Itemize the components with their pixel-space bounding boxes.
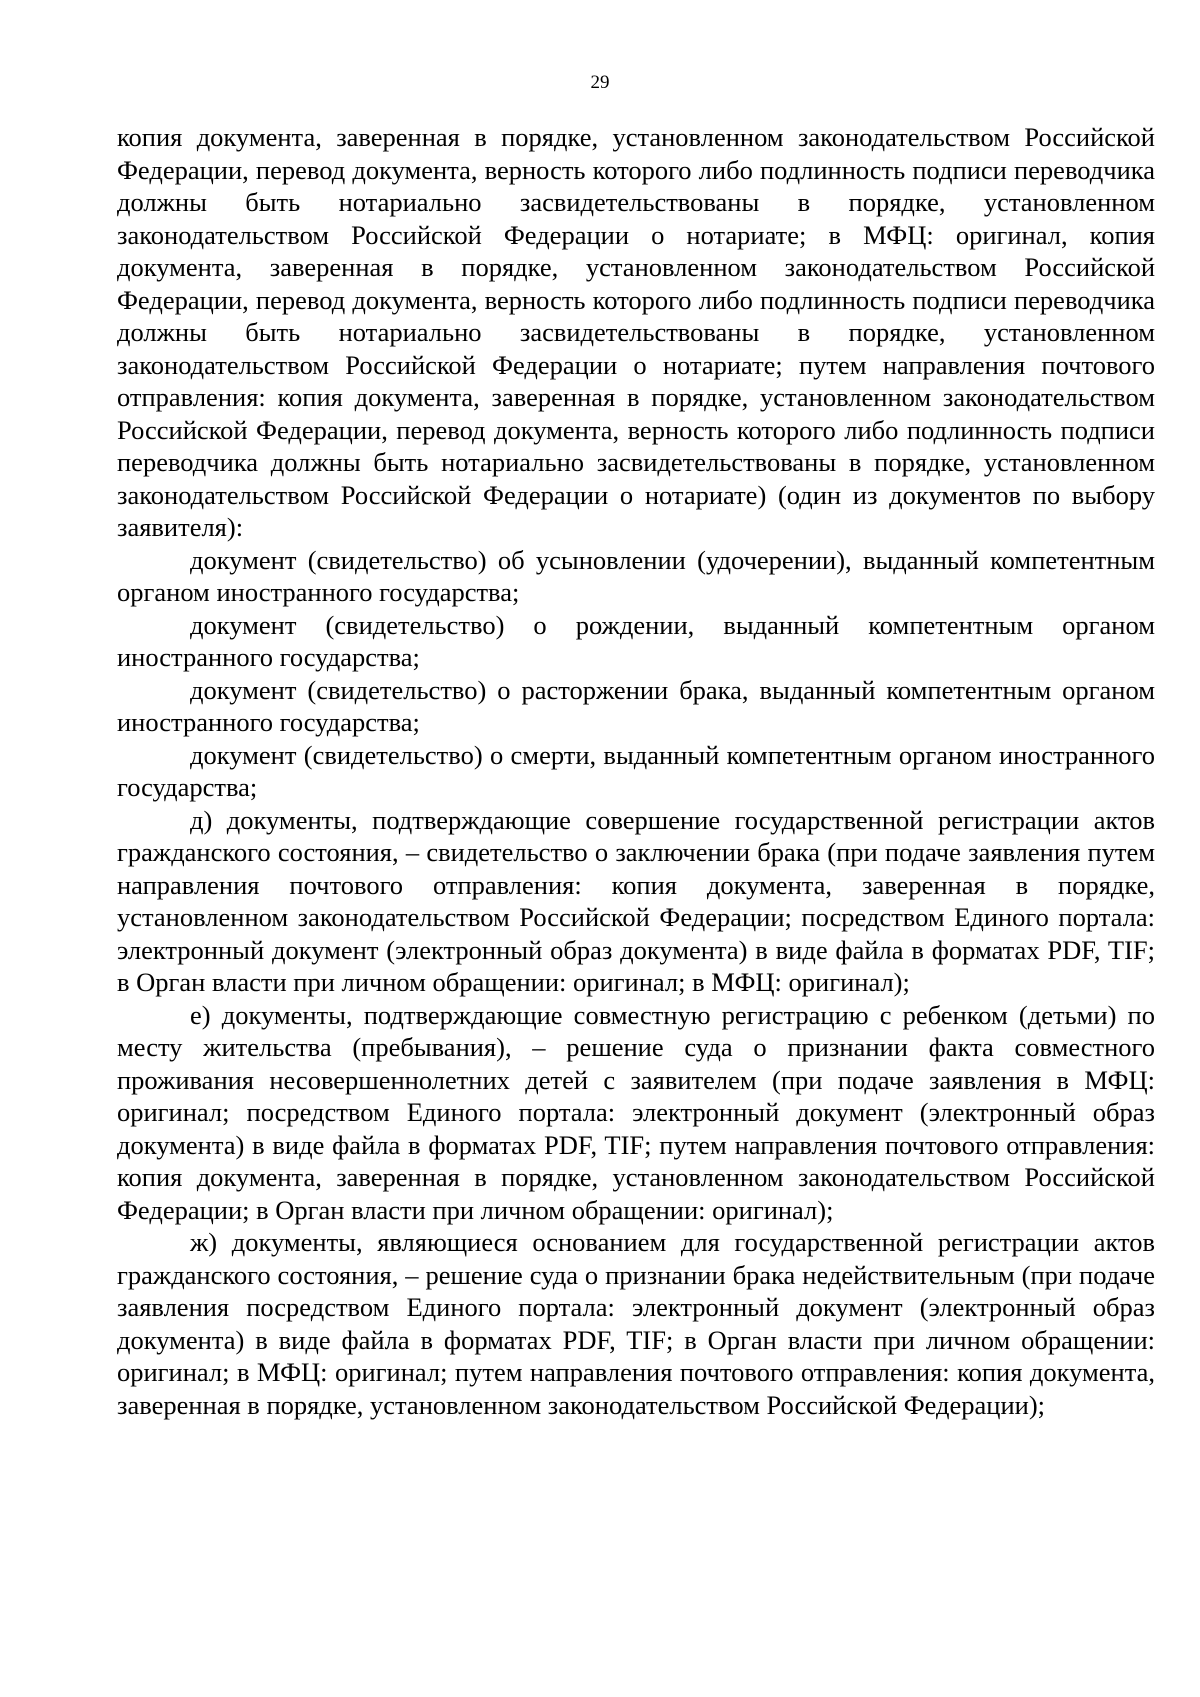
page-number: 29 (590, 72, 610, 93)
paragraph-death-certificate: документ (свидетельство) о смерти, выданный компетентным органом иностранного государства; (117, 739, 1155, 802)
paragraph-item-e: е) документы, подтверждающие совместную регистрацию с ребенком (детьми) по месту жительства (пребывания), – решение суда о признании факта совместного проживания несовершеннолетних детей с заявителем (при подаче заявления в МФЦ: оригинал; посредством Единого портала: электронный документ (электронный образ документа) в виде файла в форматах PDF, TIF; путем направления почтового отправления: копия документа, заверенная в порядке, установленном законодательством Российской Федерации; в Орган власти при личном обращении: оригинал); (117, 999, 1155, 1225)
document-body (117, 121, 1155, 1421)
paragraph-divorce-certificate: документ (свидетельство) о расторжении брака, выданный компетентным органом иностранного государства; (117, 674, 1155, 737)
paragraph-foreign-documents-intro: копия документа, заверенная в порядке, установленном законодательством Российской Федерации, перевод документа, верность которого либо подлинность подписи переводчика должны быть нотариально засвидетельствованы в порядке, установленном законодательством Российской Федерации о нотариате; в МФЦ: оригинал, копия документа, заверенная в порядке, установленном законодательством Российской Федерации, перевод документа, верность которого либо подлинность подписи переводчика должны быть нотариально засвидетельствованы в порядке, установленном законодательством Российской Федерации о нотариате; путем направления почтового отправления: копия документа, заверенная в порядке, установленном законодательством Российской Федерации, перевод документа, верность которого либо подлинность подписи переводчика должны быть нотариально засвидетельствованы в порядке, установленном законодательством Российской Федерации о нотариате) (один из документов по выбору заявителя): (117, 122, 1155, 542)
paragraph-birth-certificate: документ (свидетельство) о рождении, выданный компетентным органом иностранного государства; (117, 609, 1155, 672)
paragraph-item-d: д) документы, подтверждающие совершение государственной регистрации актов гражданского состояния, – свидетельство о заключении брака (при подаче заявления путем направления почтового отправления: копия документа, заверенная в порядке, установленном законодательством Российской Федерации; посредством Единого портала: электронный документ (электронный образ документа) в виде файла в форматах PDF, TIF; в Орган власти при личном обращении: оригинал; в МФЦ: оригинал); (117, 804, 1155, 997)
paragraph-item-zh: ж) документы, являющиеся основанием для государственной регистрации актов гражданского состояния, – решение суда о признании брака недействительным (при подаче заявления посредством Единого портала: электронный документ (электронный образ документа) в виде файла в форматах PDF, TIF; в Орган власти при личном обращении: оригинал; в МФЦ: оригинал; путем направления почтового отправления: копия документа, заверенная в порядке, установленном законодательством Российской Федерации); (117, 1227, 1155, 1420)
paragraph-adoption-certificate: документ (свидетельство) об усыновлении (удочерении), выданный компетентным органом иностранного государства; (117, 544, 1155, 607)
